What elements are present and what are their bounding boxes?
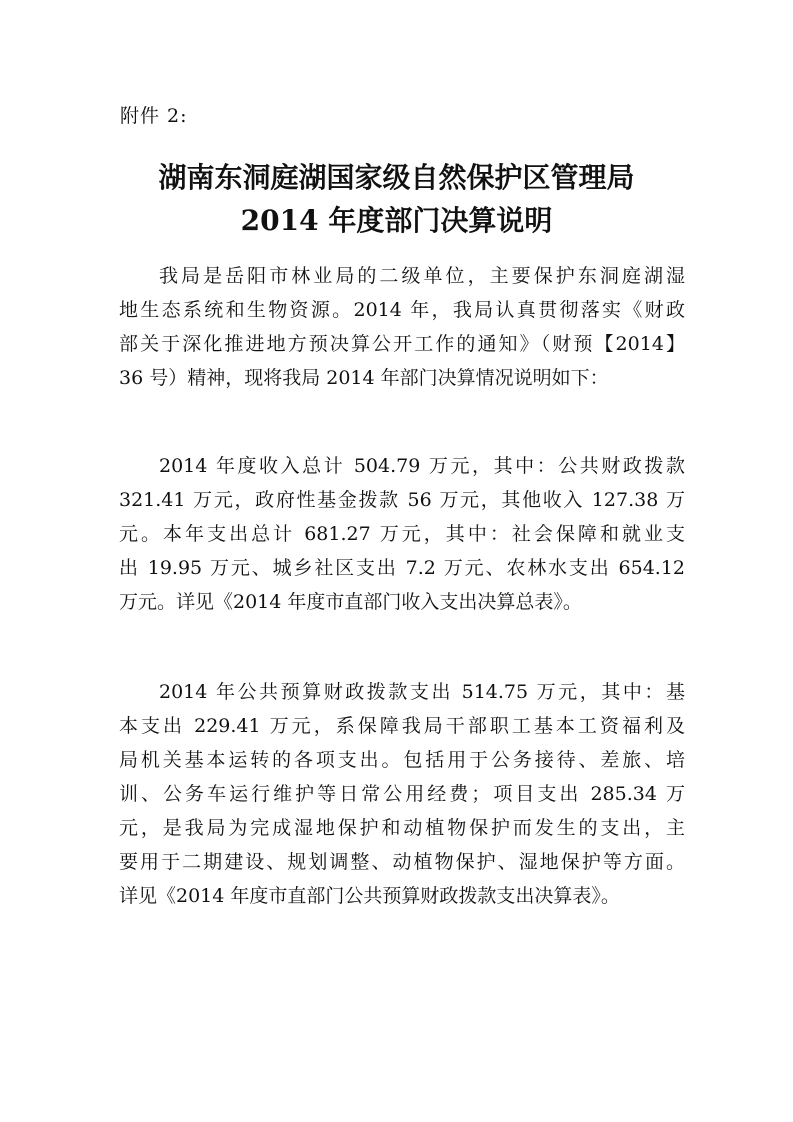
paragraph-public-budget (119, 675, 685, 913)
paragraph-line: 36 号）精神，现将我局 2014 年部门决算情况说明如下： (119, 367, 609, 389)
paragraph-income-expenditure (119, 449, 685, 619)
paragraph-line: 出 19.95 万元、城乡社区支出 7.2 万元、农林水支出 654.12 (119, 557, 685, 579)
paragraph-line: 元。本年支出总计 681.27 万元，其中：社会保障和就业支 (119, 523, 685, 545)
paragraph-line: 部关于深化推进地方预决算公开工作的通知》（财预【2014】 (119, 333, 685, 355)
paragraph-introduction (119, 259, 685, 395)
paragraph-line: 2014 年度收入总计 504.79 万元，其中：公共财政拨款 (159, 455, 685, 477)
paragraph-line: 我局是岳阳市林业局的二级单位，主要保护东洞庭湖湿 (159, 265, 685, 287)
paragraph-line: 321.41 万元，政府性基金拨款 56 万元，其他收入 127.38 万 (119, 489, 685, 511)
paragraph-line: 元，是我局为完成湿地保护和动植物保护而发生的支出，主 (119, 817, 685, 839)
paragraph-line: 局机关基本运转的各项支出。包括用于公务接待、差旅、培 (119, 749, 685, 771)
paragraph-line: 万元。详见《2014 年度市直部门收入支出决算总表》。 (119, 591, 582, 613)
document-title-line-1: 湖南东洞庭湖国家级自然保护区管理局 (158, 161, 635, 194)
paragraph-line: 训、公务车运行维护等日常公用经费；项目支出 285.34 万 (119, 783, 685, 805)
paragraph-line: 地生态系统和生物资源。2014 年，我局认真贯彻落实《财政 (119, 299, 685, 321)
paragraph-line: 要用于二期建设、规划调整、动植物保护、湿地保护等方面。 (119, 851, 685, 873)
document-title-line-2: 2014 年度部门决算说明 (240, 204, 553, 237)
paragraph-line: 2014 年公共预算财政拨款支出 514.75 万元，其中：基 (159, 681, 685, 703)
paragraph-line: 详见《2014 年度市直部门公共预算财政拨款支出决算表》。 (119, 885, 620, 907)
attachment-label: 附件 2: (120, 105, 188, 127)
paragraph-line: 本支出 229.41 万元，系保障我局干部职工基本工资福利及 (119, 715, 685, 737)
